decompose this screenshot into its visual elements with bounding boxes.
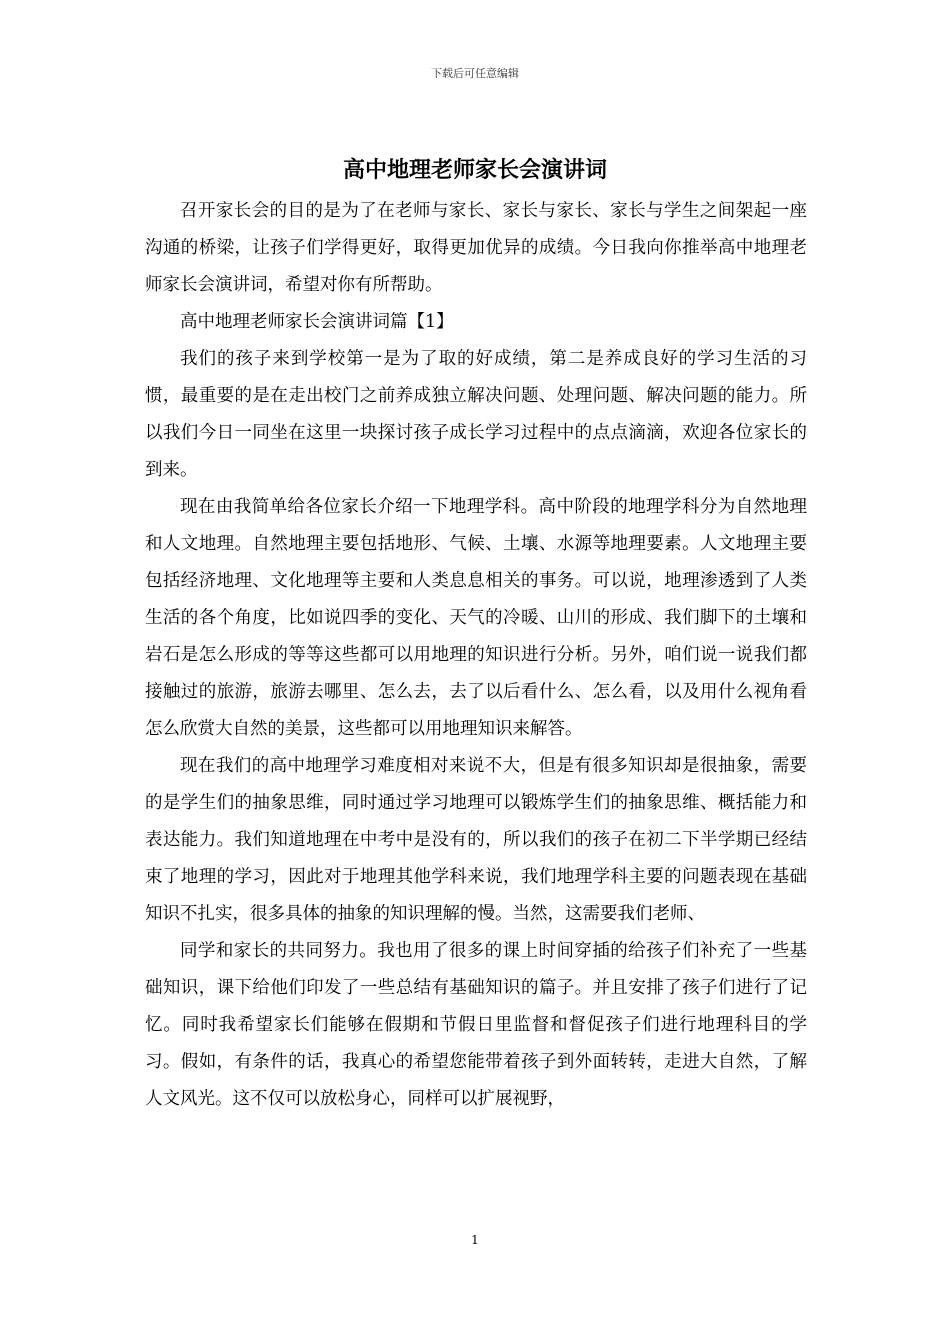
intro-paragraph: 召开家长会的目的是为了在老师与家长、家长与家长、家长与学生之间架起一座沟通的桥梁，让孩子们学得更好，取得更加优异的成绩。今日我向你推举高中地理老师家长会演讲词，希望对你有所帮助。 <box>145 201 807 295</box>
page-number: 1 <box>471 1233 479 1247</box>
body-paragraph: 我们的孩子来到学校第一是为了取的好成绩，第二是养成良好的学习生活的习惯，最重要的是在走出校门之前养成独立解决问题、处理问题、解决问题的能力。所以我们今日一同坐在这里一块探讨孩子成长学习过程中的点点滴滴，欢迎各位家长的到来。 <box>145 349 807 480</box>
body-paragraph: 现在我们的高中地理学习难度相对来说不大，但是有很多知识却是很抽象，需要的是学生们的抽象思维，同时通过学习地理可以锻炼学生们的抽象思维、概括能力和表达能力。我们知道地理在中考中是没有的，所以我们的孩子在初二下半学期已经结束了地理的学习，因此对于地理其他学科来说，我们地理学科主要的问题表现在基础知识不扎实，很多具体的抽象的知识理解的慢。当然，这需要我们老师、 <box>145 756 807 924</box>
document-body <box>145 193 807 1118</box>
body-paragraph: 同学和家长的共同努力。我也用了很多的课上时间穿插的给孩子们补充了一些基础知识，课下给他们印发了一些总结有基础知识的篇子。并且安排了孩子们进行了记忆。同时我希望家长们能够在假期和节假日里监督和督促孩子们进行地理科目的学习。假如，有条件的话，我真心的希望您能带着孩子到外面转转，走进大自然，了解人文风光。这不仅可以放松身心，同样可以扩展视野， <box>145 941 807 1109</box>
page-header-note: 下载后可任意编辑 <box>431 67 519 80</box>
document-title: 高中地理老师家长会演讲词 <box>342 157 607 183</box>
section-heading: 高中地理老师家长会演讲词篇【1】 <box>180 312 454 332</box>
body-paragraph: 现在由我简单给各位家长介绍一下地理学科。高中阶段的地理学科分为自然地理和人文地理。自然地理主要包括地形、气候、土壤、水源等地理要素。人文地理主要包括经济地理、文化地理等主要和人类息息相关的事务。可以说，地理渗透到了人类生活的各个角度，比如说四季的变化、天气的冷暖、山川的形成、我们脚下的土壤和岩石是怎么形成的等等这些都可以用地理的知识进行分析。另外，咱们说一说我们都接触过的旅游，旅游去哪里、怎么去，去了以后看什么、怎么看，以及用什么视角看怎么欣赏大自然的美景，这些都可以用地理知识来解答。 <box>145 497 807 739</box>
